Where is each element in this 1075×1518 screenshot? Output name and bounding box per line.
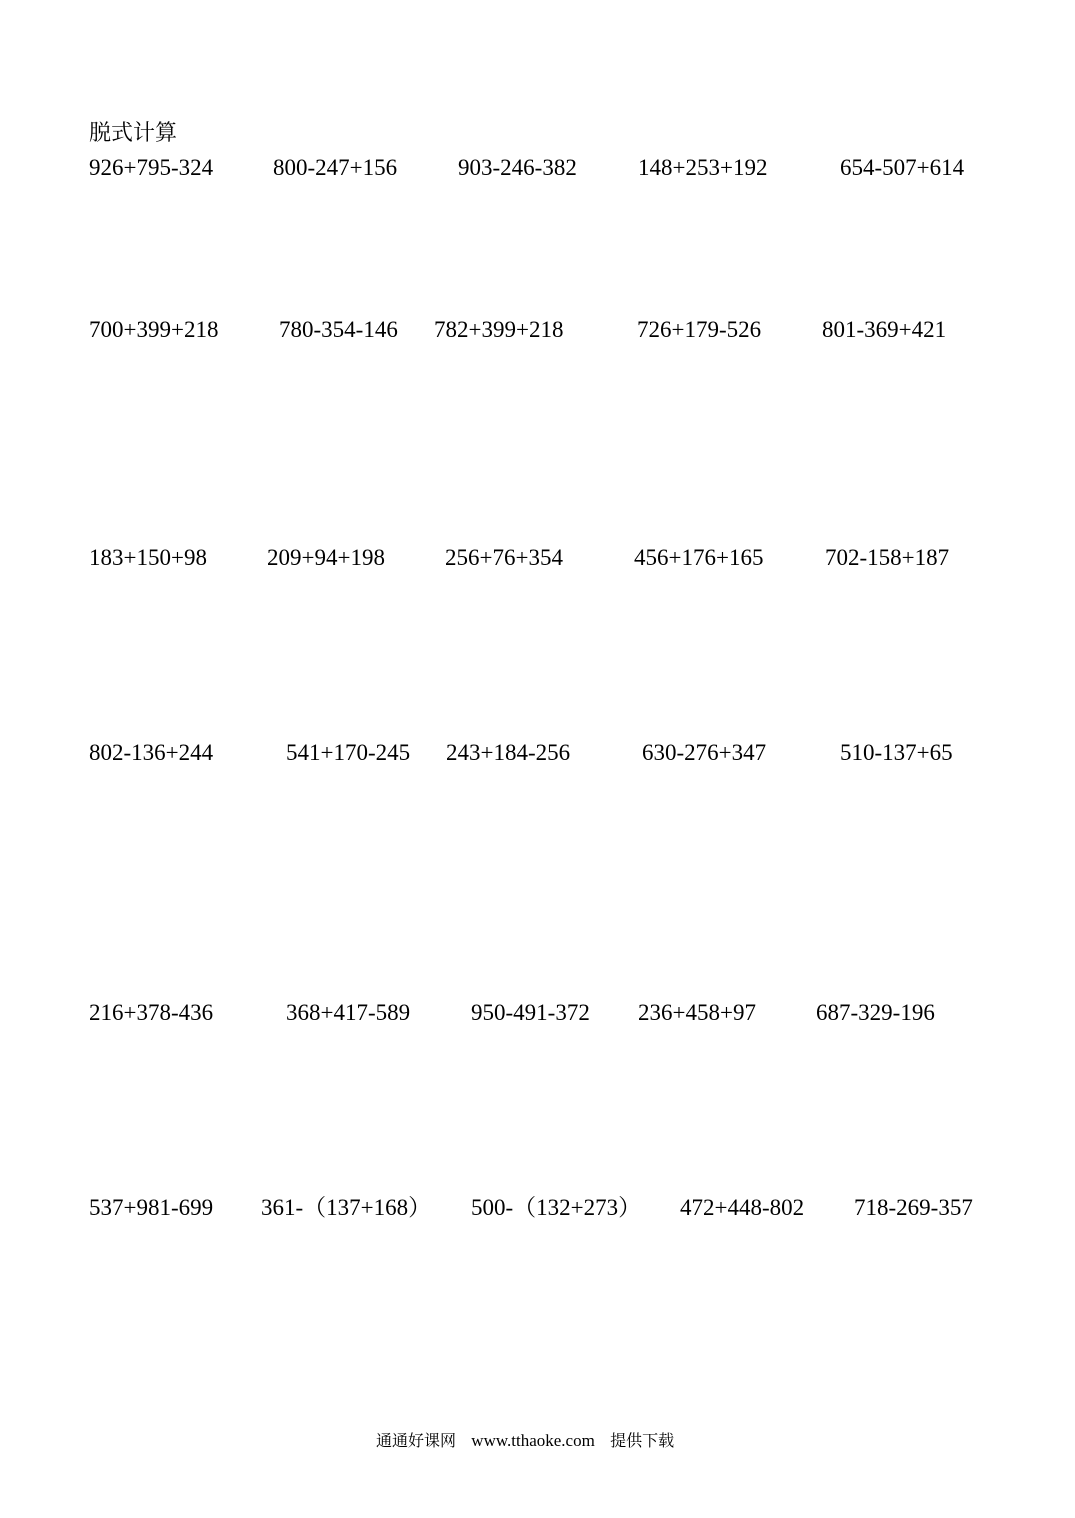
expression-r6-c3: 500-（132+273） [471, 1195, 642, 1220]
expression-r3-c5: 702-158+187 [825, 545, 950, 570]
expression-r2-c1: 700+399+218 [89, 317, 219, 342]
expression-r4-c3: 243+184-256 [446, 740, 571, 765]
expression-r4-c4: 630-276+347 [642, 740, 767, 765]
footer-site-name: 通通好课网 [376, 1431, 457, 1450]
expression-r5-c4: 236+458+97 [638, 1000, 756, 1025]
expression-r2-c2: 780-354-146 [279, 317, 398, 342]
expression-r6-c2: 361-（137+168） [261, 1195, 432, 1220]
expression-r6-c4: 472+448-802 [680, 1195, 805, 1220]
expression-r1-c4: 148+253+192 [638, 155, 768, 180]
expression-r3-c4: 456+176+165 [634, 545, 764, 570]
footer-credit [376, 1429, 674, 1453]
footer-suffix: 提供下载 [610, 1431, 675, 1450]
expression-r5-c2: 368+417-589 [286, 1000, 411, 1025]
expression-r1-c3: 903-246-382 [458, 155, 577, 180]
expression-r1-c5: 654-507+614 [840, 155, 965, 180]
expression-r4-c5: 510-137+65 [840, 740, 953, 765]
expression-r6-c5: 718-269-357 [854, 1195, 973, 1220]
expression-r3-c1: 183+150+98 [89, 545, 207, 570]
expression-r2-c3: 782+399+218 [434, 317, 564, 342]
footer-url[interactable]: www.tthaoke.com [471, 1431, 595, 1450]
expression-r2-c4: 726+179-526 [637, 317, 762, 342]
expression-r5-c5: 687-329-196 [816, 1000, 935, 1025]
expression-r3-c2: 209+94+198 [267, 545, 385, 570]
expression-r5-c1: 216+378-436 [89, 1000, 214, 1025]
expression-r4-c1: 802-136+244 [89, 740, 214, 765]
expression-r6-c1: 537+981-699 [89, 1195, 214, 1220]
expression-r2-c5: 801-369+421 [822, 317, 947, 342]
expression-r3-c3: 256+76+354 [445, 545, 563, 570]
expression-r5-c3: 950-491-372 [471, 1000, 590, 1025]
expression-r1-c1: 926+795-324 [89, 155, 214, 180]
worksheet-title: 脱式计算 [89, 121, 178, 146]
expression-r1-c2: 800-247+156 [273, 155, 398, 180]
expression-r4-c2: 541+170-245 [286, 740, 411, 765]
